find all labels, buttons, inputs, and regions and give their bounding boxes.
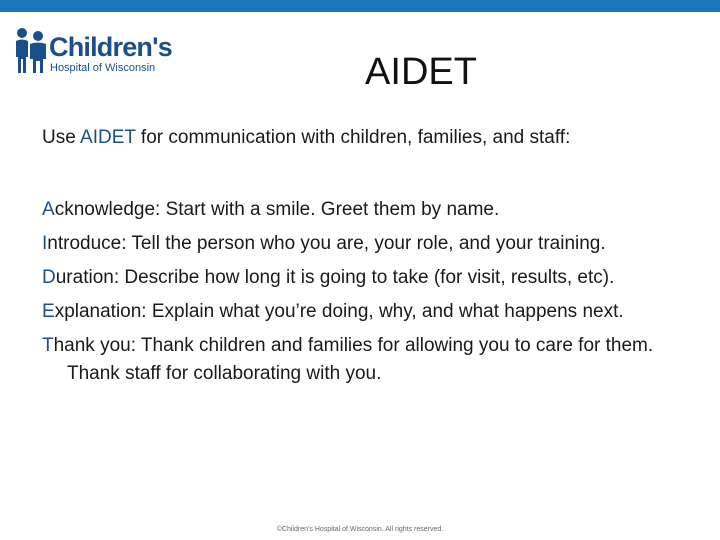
item-initial: I	[42, 233, 48, 254]
list-item-thank-you	[42, 332, 710, 388]
logo-wordmark: Children's	[49, 32, 172, 62]
item-initial: E	[42, 301, 55, 322]
item-text: uration: Describe how long it is going to take (for visit, results, etc).	[55, 267, 615, 288]
logo-subtitle: Hospital of Wisconsin	[50, 62, 156, 74]
slide-title: AIDET	[365, 51, 477, 93]
top-accent-bar	[0, 0, 720, 12]
list-item-introduce	[42, 230, 710, 258]
intro-suffix: for communication with children, families, and staff:	[135, 127, 571, 148]
list-item-duration	[42, 264, 710, 292]
list-item-explanation	[42, 298, 710, 326]
item-initial: T	[42, 335, 54, 356]
intro-line	[42, 124, 702, 152]
item-initial: D	[42, 267, 56, 288]
intro-prefix: Use	[42, 127, 81, 148]
item-text: ntroduce: Tell the person who you are, your role, and your training.	[47, 233, 606, 254]
copyright-footer: ©Children’s Hospital of Wisconsin. All rights reserved.	[276, 526, 444, 533]
item-text: hank you: Thank children and families for allowing you to care for them. Thank staff for collaborating with you.	[53, 335, 654, 384]
item-text: xplanation: Explain what you’re doing, why, and what happens next.	[54, 301, 624, 322]
list-item-acknowledge	[42, 196, 710, 224]
aidet-list	[42, 196, 710, 394]
intro-highlight: AIDET	[80, 127, 136, 148]
item-text: cknowledge: Start with a smile. Greet them by name.	[54, 199, 500, 220]
item-initial: A	[42, 199, 55, 220]
